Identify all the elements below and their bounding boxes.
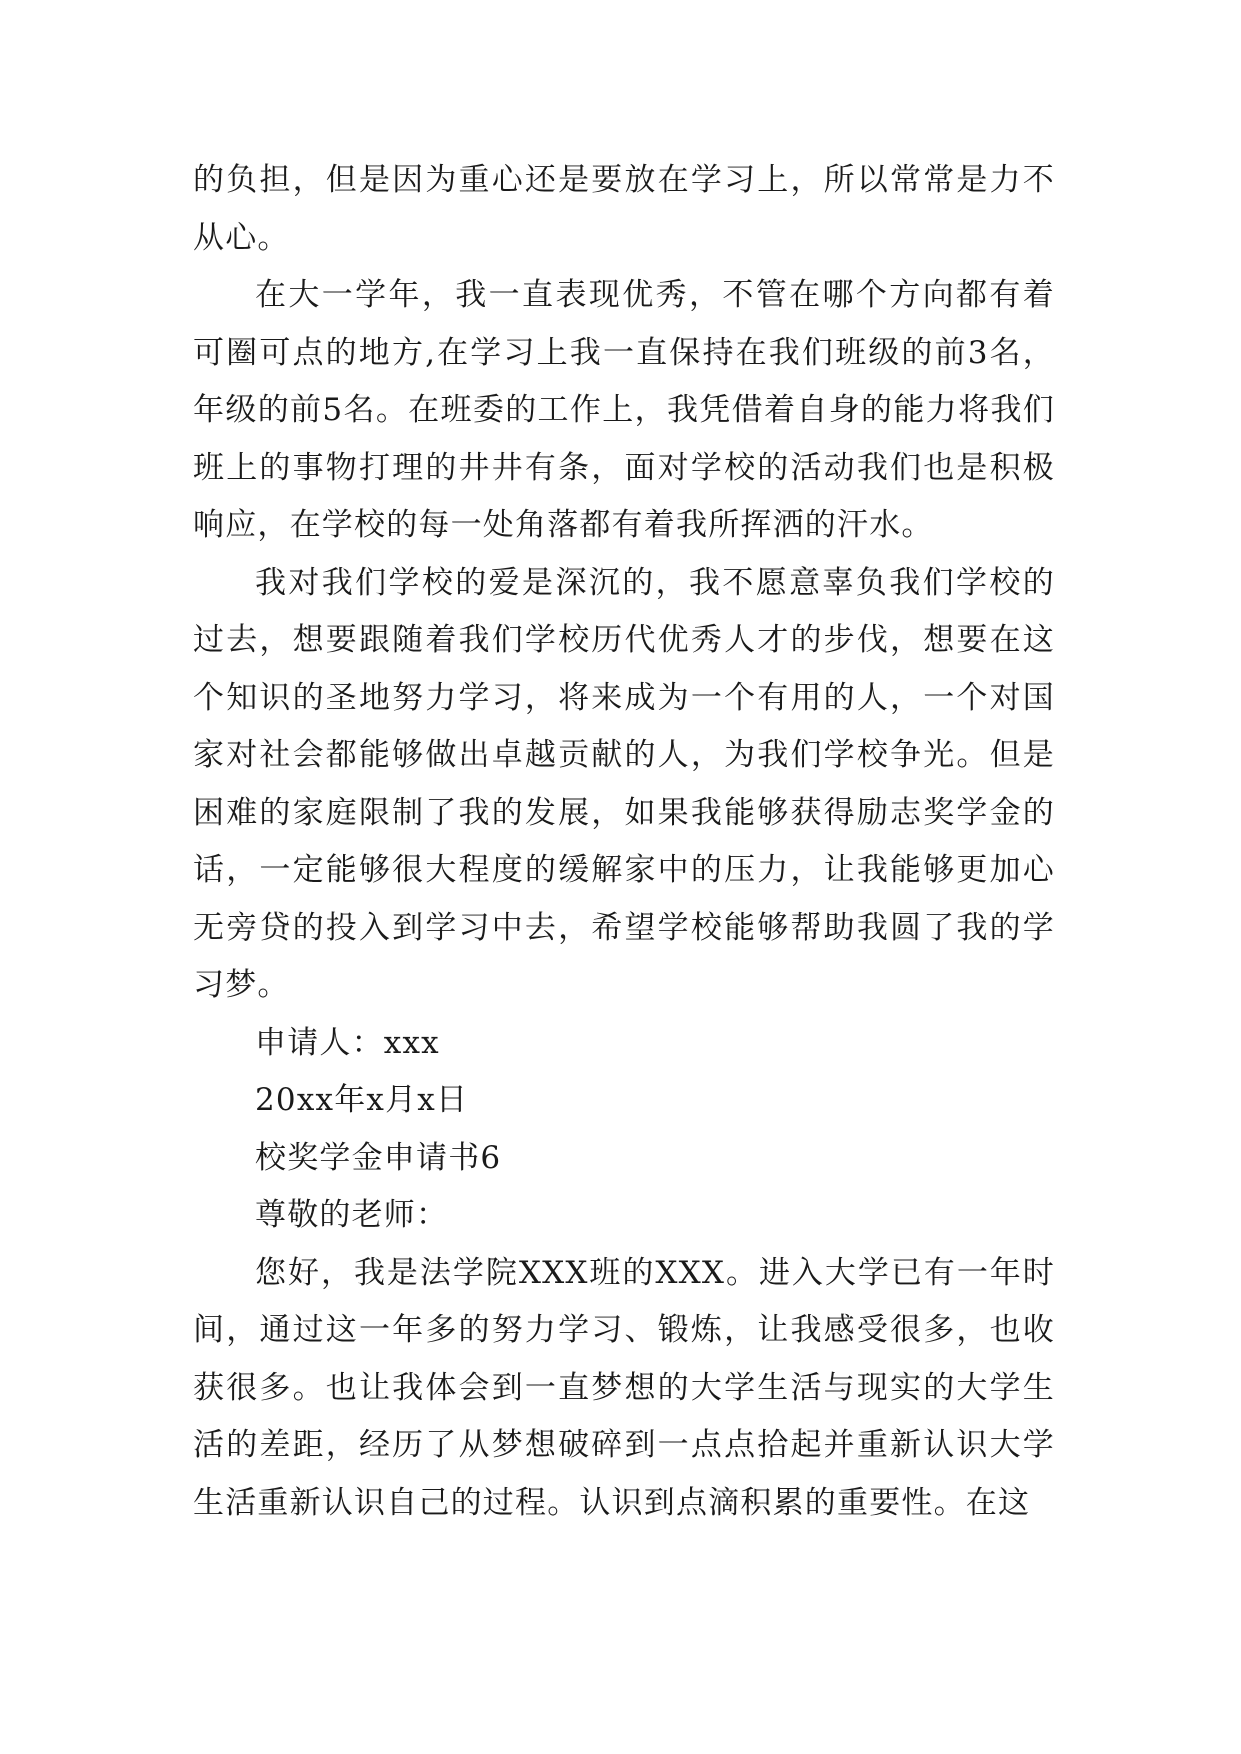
paragraph-love-for-school: 我对我们学校的爱是深沉的，我不愿意辜负我们学校的过去，想要跟随着我们学校历代优秀人才的步伐，想要在这个知识的圣地努力学习，将来成为一个有用的人，一个对国家对社会都能够做出卓越贡献的人，为我们学校争光。但是困难的家庭限制了我的发展，如果我能够获得励志奖学金的话，一定能够很大程度的缓解家中的压力，让我能够更加心无旁贷的投入到学习中去，希望学校能够帮助我圆了我的学习梦。	[193, 564, 1055, 1003]
salutation: 尊敬的老师：	[255, 1197, 449, 1233]
paragraph-introduction: 您好，我是法学院XXX班的XXX。进入大学已有一年时间，通过这一年多的努力学习、锻炼，让我感受很多，也收获很多。也让我体会到一直梦想的大学生活与现实的大学生活的差距，经历了从梦想破碎到一点点拾起并重新认识大学生活重新认识自己的过程。认识到点滴积累的重要性。在这	[193, 1254, 1055, 1521]
paragraph-first-year-performance: 在大一学年，我一直表现优秀，不管在哪个方向都有着可圈可点的地方,在学习上我一直保持在我们班级的前3名，年级的前5名。在班委的工作上，我凭借着自身的能力将我们班上的事物打理的井井有条，面对学校的活动我们也是积极响应，在学校的每一处角落都有着我所挥洒的汗水。	[193, 277, 1055, 543]
document-body	[193, 152, 1055, 1532]
application-date: 20xx年x月x日	[255, 1082, 469, 1118]
paragraph-continuation: 的负担，但是因为重心还是要放在学习上，所以常常是力不从心。	[193, 162, 1055, 256]
section-title: 校奖学金申请书6	[255, 1139, 502, 1176]
applicant-signature: 申请人：xxx	[255, 1024, 440, 1061]
